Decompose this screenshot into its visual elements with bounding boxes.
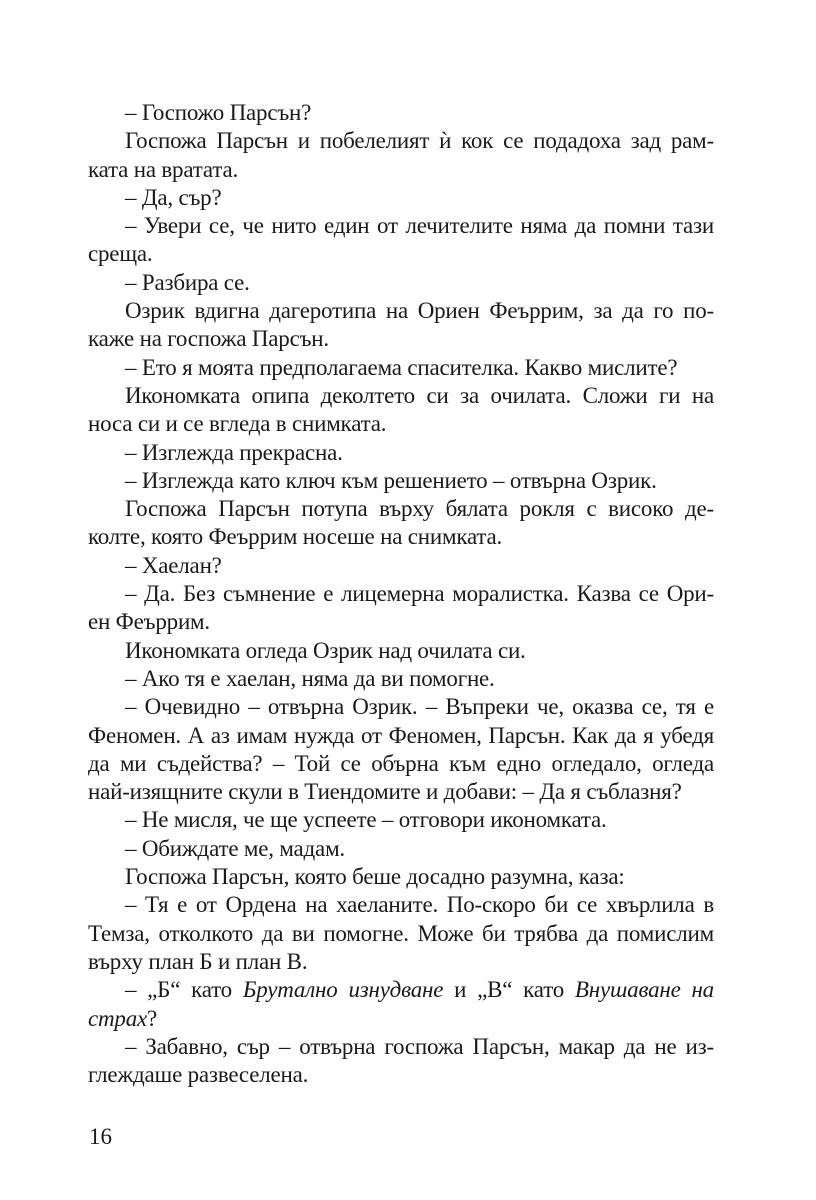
text-line: колте, която Феъррим носеше на снимката. <box>88 524 503 550</box>
text-segment: – „Б“ като <box>125 977 243 1003</box>
italic-text: страх <box>88 1005 148 1031</box>
text-line: – Госпожо Парсън? <box>125 100 312 125</box>
text-line: Госпожа Парсън потупа върху бялата рокля с високо де- <box>125 496 714 522</box>
paragraph <box>88 806 714 834</box>
text-line <box>88 976 714 1004</box>
paragraph <box>88 99 714 127</box>
text-line: Икономката опипа деколтето си за очилата. Сложи ги на <box>125 382 714 408</box>
text-line: – Тя е от Ордена на хаеланите. По-скоро би се хвърлила в <box>125 892 714 918</box>
text-line: върху план Б и план В. <box>88 948 308 974</box>
text-line: Феномен. А аз имам нужда от Феномен, Парсън. Как да я убедя <box>88 722 714 748</box>
italic-text: Внушаване на <box>574 977 714 1003</box>
text-line: – Хаелан? <box>125 552 222 578</box>
text-line: – Ако тя е хаелан, няма да ви помогне. <box>125 665 495 691</box>
page-text <box>88 99 714 1089</box>
text-line: ката на вратата. <box>88 156 239 182</box>
paragraph <box>88 467 714 495</box>
paragraph <box>88 976 714 1033</box>
text-line: глеждаше развеселена. <box>88 1062 309 1088</box>
paragraph <box>88 863 714 891</box>
paragraph <box>88 835 714 863</box>
paragraph <box>88 382 714 439</box>
text-line: – Да. Без съмнение е лицемерна моралистка. Казва се Ори- <box>125 581 714 607</box>
paragraph <box>88 580 714 637</box>
text-line: каже на госпожа Парсън. <box>88 326 329 352</box>
paragraph <box>88 127 714 184</box>
paragraph <box>88 495 714 552</box>
text-line: най-изящните скули в Тиендомите и добави: – Да я съблазня? <box>88 779 682 805</box>
paragraph <box>88 439 714 467</box>
paragraph <box>88 184 714 212</box>
text-line: да ми съдейства? – Той се обърна към едно огледало, огледа <box>88 750 714 776</box>
text-line: среща. <box>88 241 153 267</box>
italic-text: Брутално изнудване <box>242 977 444 1003</box>
text-line: Икономката огледа Озрик над очилата си. <box>125 637 526 663</box>
text-line: – Изглежда прекрасна. <box>125 439 343 465</box>
text-line: – Обиждате ме, мадам. <box>125 835 345 861</box>
text-line: ен Феъррим. <box>88 609 210 635</box>
text-line: – Увери се, че нито един от лечителите няма да помни тази <box>125 213 714 239</box>
text-line: – Очевидно – отвърна Озрик. – Въпреки че, оказва се, тя е <box>125 694 714 720</box>
text-line: – Забавно, сър – отвърна госпожа Парсън, макар да не из- <box>125 1033 714 1059</box>
paragraph <box>88 693 714 806</box>
text-line: – Разбира се. <box>125 269 250 295</box>
text-segment: ? <box>147 1005 158 1031</box>
paragraph <box>88 552 714 580</box>
text-line: Темза, отколкото да ви помогне. Може би трябва да помислим <box>88 920 714 946</box>
text-line: – Да, сър? <box>125 184 222 210</box>
paragraph <box>88 891 714 976</box>
paragraph <box>88 665 714 693</box>
paragraph <box>88 269 714 297</box>
text-line: – Ето я моята предполагаема спасителка. Какво мислите? <box>125 354 678 380</box>
text-line: Озрик вдигна дагеротипа на Ориен Феъррим, за да го по- <box>125 298 714 324</box>
text-line: – Не мисля, че ще успеете – отговори икономката. <box>125 807 607 833</box>
text-line: – Изглежда като ключ към решението – отвърна Озрик. <box>125 467 657 493</box>
text-segment: и „В“ като <box>443 977 575 1003</box>
paragraph <box>88 1033 714 1090</box>
text-line: Госпожа Парсън и побелелият ѝ кок се подадоха зад рам- <box>125 128 714 154</box>
paragraph <box>88 212 714 269</box>
paragraph <box>88 637 714 665</box>
text-line: носа си и се вгледа в снимката. <box>88 411 387 437</box>
paragraph <box>88 354 714 382</box>
paragraph <box>88 297 714 354</box>
text-line: Госпожа Парсън, която беше досадно разумна, каза: <box>125 864 625 890</box>
text-line <box>88 1005 714 1033</box>
page-number: 16 <box>89 1124 112 1149</box>
